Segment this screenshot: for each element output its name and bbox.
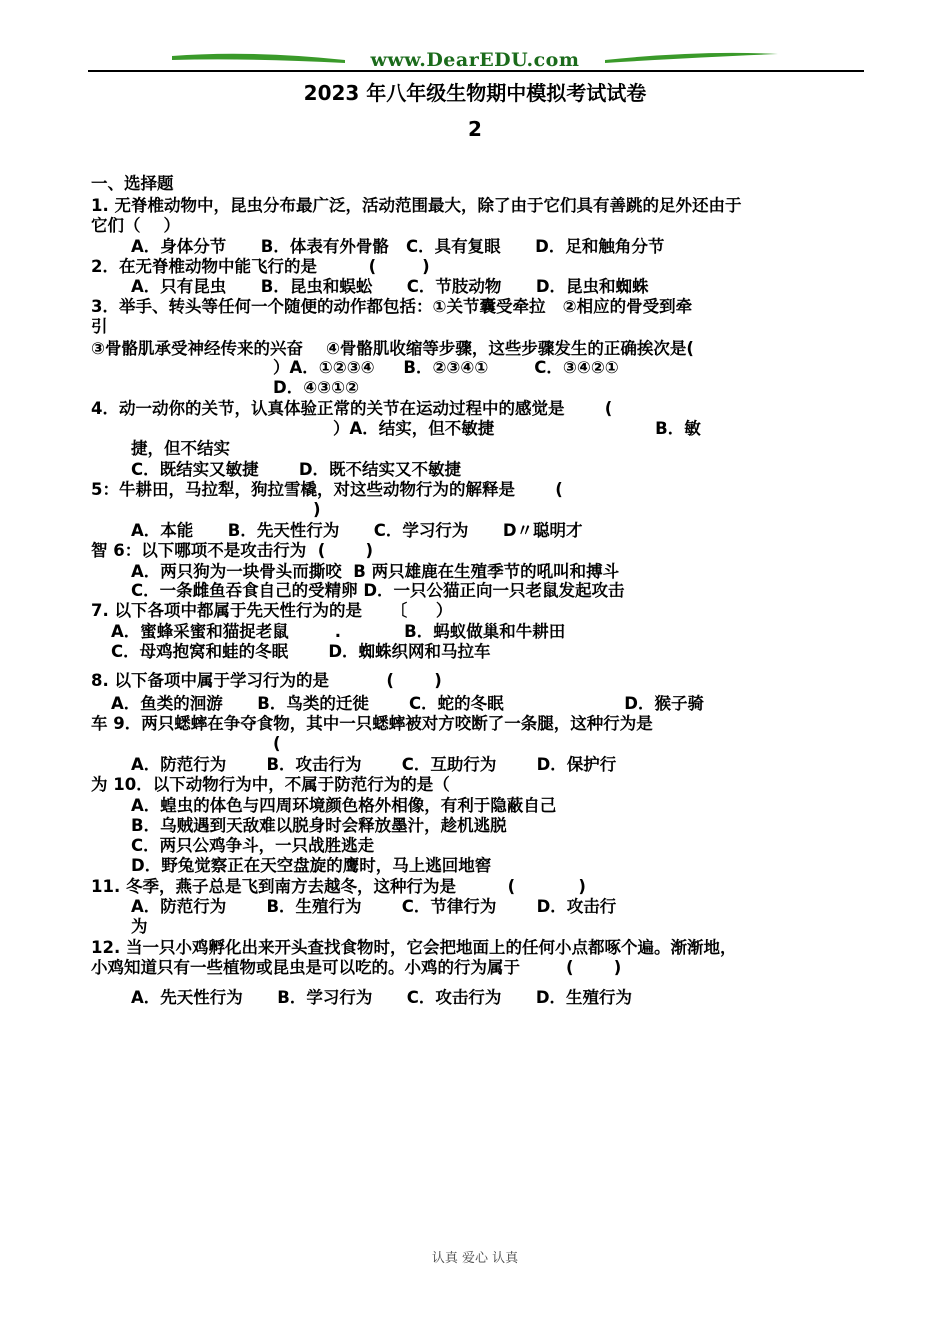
question-4-text: 4．动一动你的关节，认真体验正常的关节在运动过程中的感觉是 (	[91, 399, 613, 418]
question-10-option-c: C．两只公鸡争斗，一只战胜逃走	[131, 836, 375, 855]
question-5-options: A．本能 B．先天性行为 C．学习行为 D〃聪明才	[131, 521, 583, 540]
question-12-text: 12. 当一只小鸡孵化出来开头查找食物时，它会把地面上的任何小点都啄个遍。渐渐地，	[91, 938, 737, 957]
question-8-text: 8. 以下备项中属于学习行为的是 ( )	[91, 671, 442, 690]
page-footer: 认真 爱心 认真	[431, 1251, 519, 1266]
question-11-options: A．防范行为 B．生殖行为 C．节律行为 D．攻击行	[131, 897, 617, 916]
question-8-options: A．鱼类的洄游 B．鸟类的迁徙 C．蛇的冬眠 D．猴子骑	[111, 694, 704, 713]
question-2-options: A．只有昆虫 B．昆虫和蜈蚣 C．节肢动物 D．昆虫和蜘蛛	[131, 277, 649, 296]
question-10-option-b: B．乌贼遇到天敌难以脱身时会释放墨汁，趁机逃脱	[131, 816, 507, 835]
question-10-text: 为 10．以下动物行为中，不属于防范行为的是（	[91, 775, 450, 794]
page-title: 2023 年八年级生物期中模拟考试试卷	[303, 81, 647, 105]
question-1-options: A．身体分节 B．体表有外骨骼 C．具有复眼 D．足和触角分节	[131, 237, 665, 256]
question-12-options: A．先天性行为 B．学习行为 C．攻击行为 D．生殖行为	[131, 988, 633, 1007]
question-10-option-a: A．蝗虫的体色与四周环境颜色格外相像，有利于隐蔽自己	[131, 796, 557, 815]
question-10-option-d: D．野兔觉察正在天空盘旋的鹰时，马上逃回地窖	[131, 856, 492, 875]
question-4-options: ）A．结实，但不敏捷 B．敏	[333, 419, 701, 438]
question-3-option-d: D．④③①②	[273, 378, 360, 397]
question-9-text: 车 9．两只蟋蟀在争夺食物，其中一只蟋蟀被对方咬断了一条腿，这种行为是	[91, 714, 653, 733]
question-6-options: A．两只狗为一块骨头而撕咬 B 两只雄鹿在生殖季节的吼叫和搏斗	[131, 562, 620, 581]
question-7-options-cont: C．母鸡抱窝和蛙的冬眠 D．蜘蛛织网和马拉车	[111, 642, 491, 661]
question-2-text: 2．在无脊椎动物中能飞行的是 ( )	[91, 257, 430, 276]
question-11-text: 11. 冬季，燕子总是飞到南方去越冬，这种行为是 ( )	[91, 877, 586, 896]
site-name: www.DearEDU.com	[370, 49, 580, 71]
section-heading: 一、选择题	[91, 174, 174, 193]
question-6-options-cont: C．一条雌鱼吞食自己的受精卵 D．一只公猫正向一只老鼠发起攻击	[131, 581, 625, 600]
question-7-options: A．蜜蜂采蜜和猫捉老鼠 . B．蚂蚁做巢和牛耕田	[111, 622, 566, 641]
question-3-text-cont: 引	[91, 317, 108, 336]
question-4-options-cont: 捷，但不结实	[131, 439, 230, 458]
question-11-options-cont: 为	[131, 917, 148, 936]
question-5-bracket: )	[313, 500, 321, 519]
question-1-text: 1. 无脊椎动物中，昆虫分布最广泛，活动范围最大，除了由于它们具有善跳的足外还由于	[91, 196, 742, 215]
question-9-bracket: (	[273, 734, 281, 753]
page-title-number: 2	[468, 117, 482, 141]
question-1-text-cont: 它们（ ）	[91, 216, 180, 235]
question-6-text: 智 6：以下哪项不是攻击行为 ( )	[91, 541, 374, 560]
question-7-text: 7. 以下各项中都属于先天性行为的是 〔 ）	[91, 601, 453, 620]
question-3-options: ）A．①②③④ B．②③④① C．③④②①	[273, 358, 619, 377]
question-3-text-cont: ③骨骼肌承受神经传来的兴奋 ④骨骼肌收缩等步骤，这些步骤发生的正确挨次是(	[91, 339, 694, 358]
header-rule	[88, 70, 864, 72]
question-9-options: A．防范行为 B．攻击行为 C．互助行为 D．保护行	[131, 755, 617, 774]
question-12-text-cont: 小鸡知道只有一些植物或昆虫是可以吃的。小鸡的行为属于 ( )	[91, 958, 622, 977]
question-4-options-cont: C．既结实又敏捷 D．既不结实又不敏捷	[131, 460, 462, 479]
question-5-text: 5：牛耕田，马拉犁，狗拉雪橇，对这些动物行为的解释是 (	[91, 480, 563, 499]
question-3-text: 3．举手、转头等任何一个随便的动作都包括：①关节囊受牵拉 ②相应的骨受到牵	[91, 297, 693, 316]
